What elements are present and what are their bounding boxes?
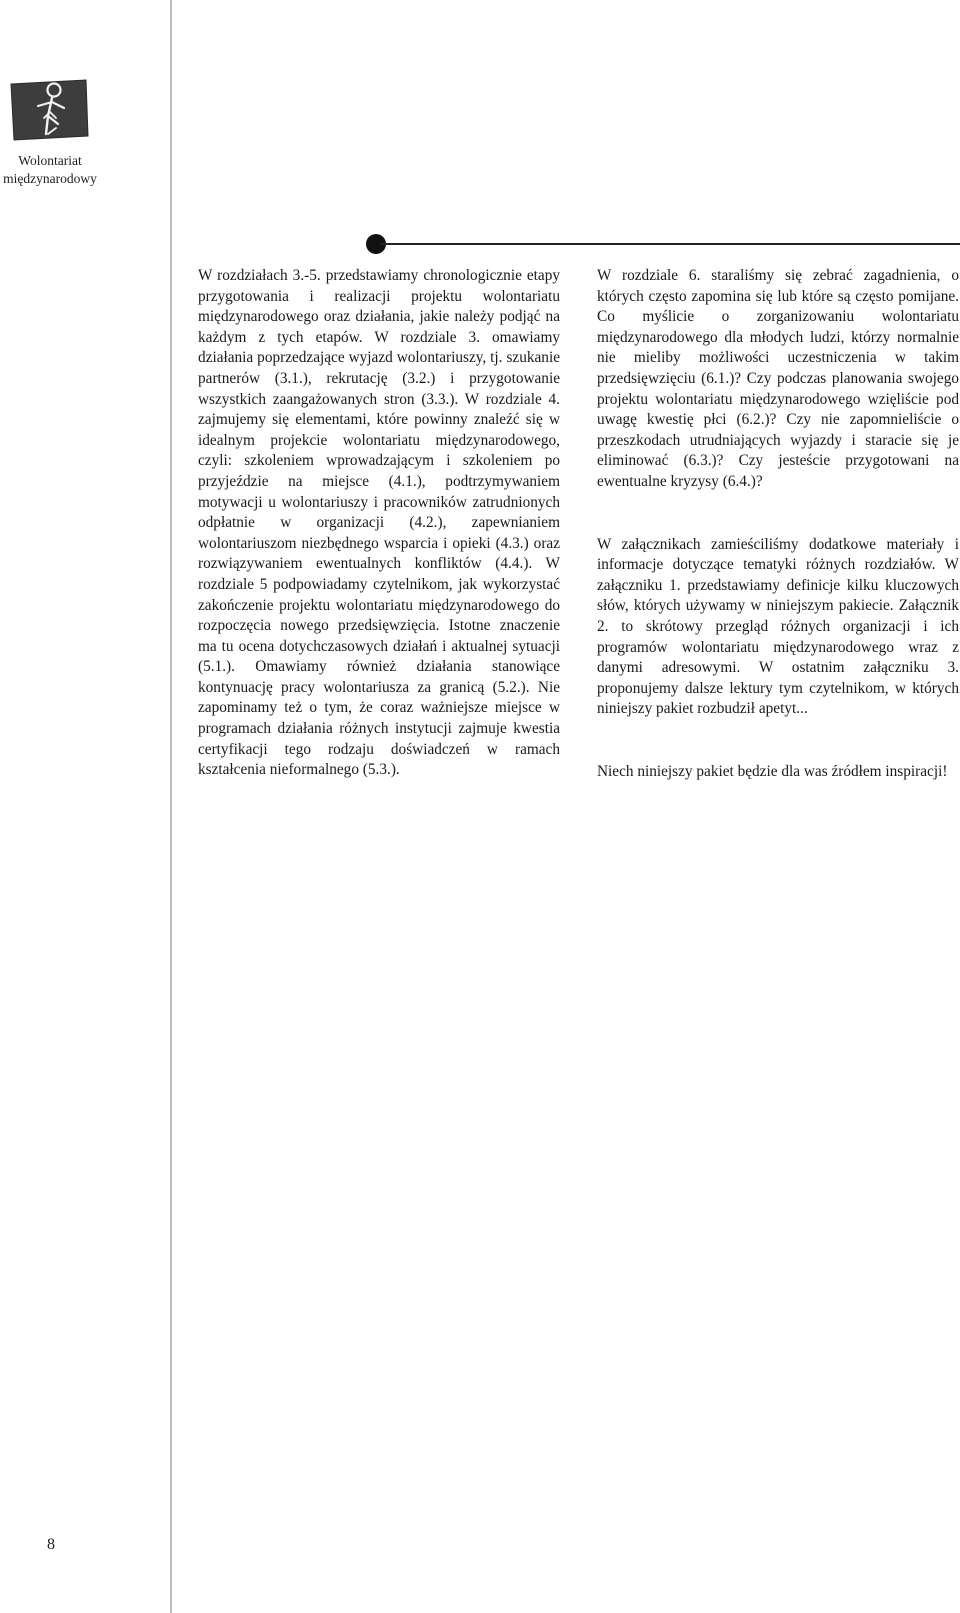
publication-title [0, 152, 100, 188]
body-paragraph: W rozdziałach 3.-5. przedstawiamy chronologicznie etapy przygotowania i realizacji projektu wolontariatu międzynarodowego oraz działania, jakie należy podjąć na każdym z tych etapów. W rozdziale 3. omawiamy działania poprzedzające wyjazd wolontariuszy, tj. szukanie partnerów (3.1.), rekrutację (3.2.) i przygotowanie wszystkich zaangażowanych stron (3.3.). W rozdziale 4. zajmujemy się elementami, które powinny znaleźć się w idealnym projekcie wolontariatu międzynarodowego, czyli: szkoleniem wprowadzającym i szkoleniem po przyjeździe na miejsce (4.1.), podtrzymywaniem motywacji u wolontariuszy i pracowników zatrudnionych odpłatnie w organizacji (4.2.), zapewnianiem wolontariuszom niezbędnego wsparcia i opieki (4.3.) oraz rozwiązywaniem ewentualnych konfliktów (4.4.). W rozdziale 5 podpowiadamy czytelnikom, jak wykorzystać zakończenie projektu wolontariatu międzynarodowego do rozpoczęcia nowego przedsięwzięcia. Istotne znaczenie ma tu ocena dotychczasowych działań i aktualnej sytuacji (5.1.). Omawiamy również działania stanowiące kontynuację pracy wolontariusza za granicą (5.2.). Nie zapominamy też o tym, że coraz ważniejsze miejsce w programach działania różnych instytucji zajmuje kwestia certyfikacji tego rodzaju doświadczeń w ramach kształcenia nieformalnego (5.3.). [198, 267, 560, 779]
body-paragraph: W rozdziale 6. staraliśmy się zebrać zagadnienia, o których często zapomina się lub które są często pomijane. Co myślicie o zorganizowaniu wolontariatu międzynarodowego dla młodych ludzi, którzy normalnie nie mieliby możliwości uczestniczenia w takim przedsięwzięciu (6.1.)? Czy podczas planowania swojego projektu wolontariatu międzynarodowego wzięliście pod uwagę kwestię płci (6.2.)? Czy nie zapomnieliście o przeszkodach utrudniających wyjazdy i staracie się je eliminować (6.3.)? Czy jesteście przygotowani na ewentualne kryzysy (6.4.)? [597, 267, 959, 490]
left-column [198, 266, 560, 781]
publication-title-line1: Wolontariat [18, 153, 82, 168]
sidebar-divider [170, 0, 172, 1613]
publication-title-line2: międzynarodowy [3, 171, 97, 186]
body-paragraph: Niech niniejszy pakiet będzie dla was źródłem inspiracji! [597, 762, 948, 780]
right-column [597, 266, 959, 782]
header-rule-line [380, 243, 960, 245]
body-paragraph: W załącznikach zamieściliśmy dodatkowe materiały i informacje dotyczące tematyki różnych rozdziałów. W załączniku 1. przedstawiamy definicje kilku kluczowych słów, których używamy w niniejszym pakiecie. Załącznik 2. to skrótowy przegląd różnych organizacji i ich programów wolontariatu międzynarodowego wraz z danymi adresowymi. W ostatnim załączniku 3. proponujemy dalsze lektury tym czytelnikom, w których niniejszy pakiet rozbudził apetyt... [597, 535, 959, 718]
page-number: 8 [47, 1536, 55, 1553]
person-walking-logo-icon [8, 78, 90, 142]
